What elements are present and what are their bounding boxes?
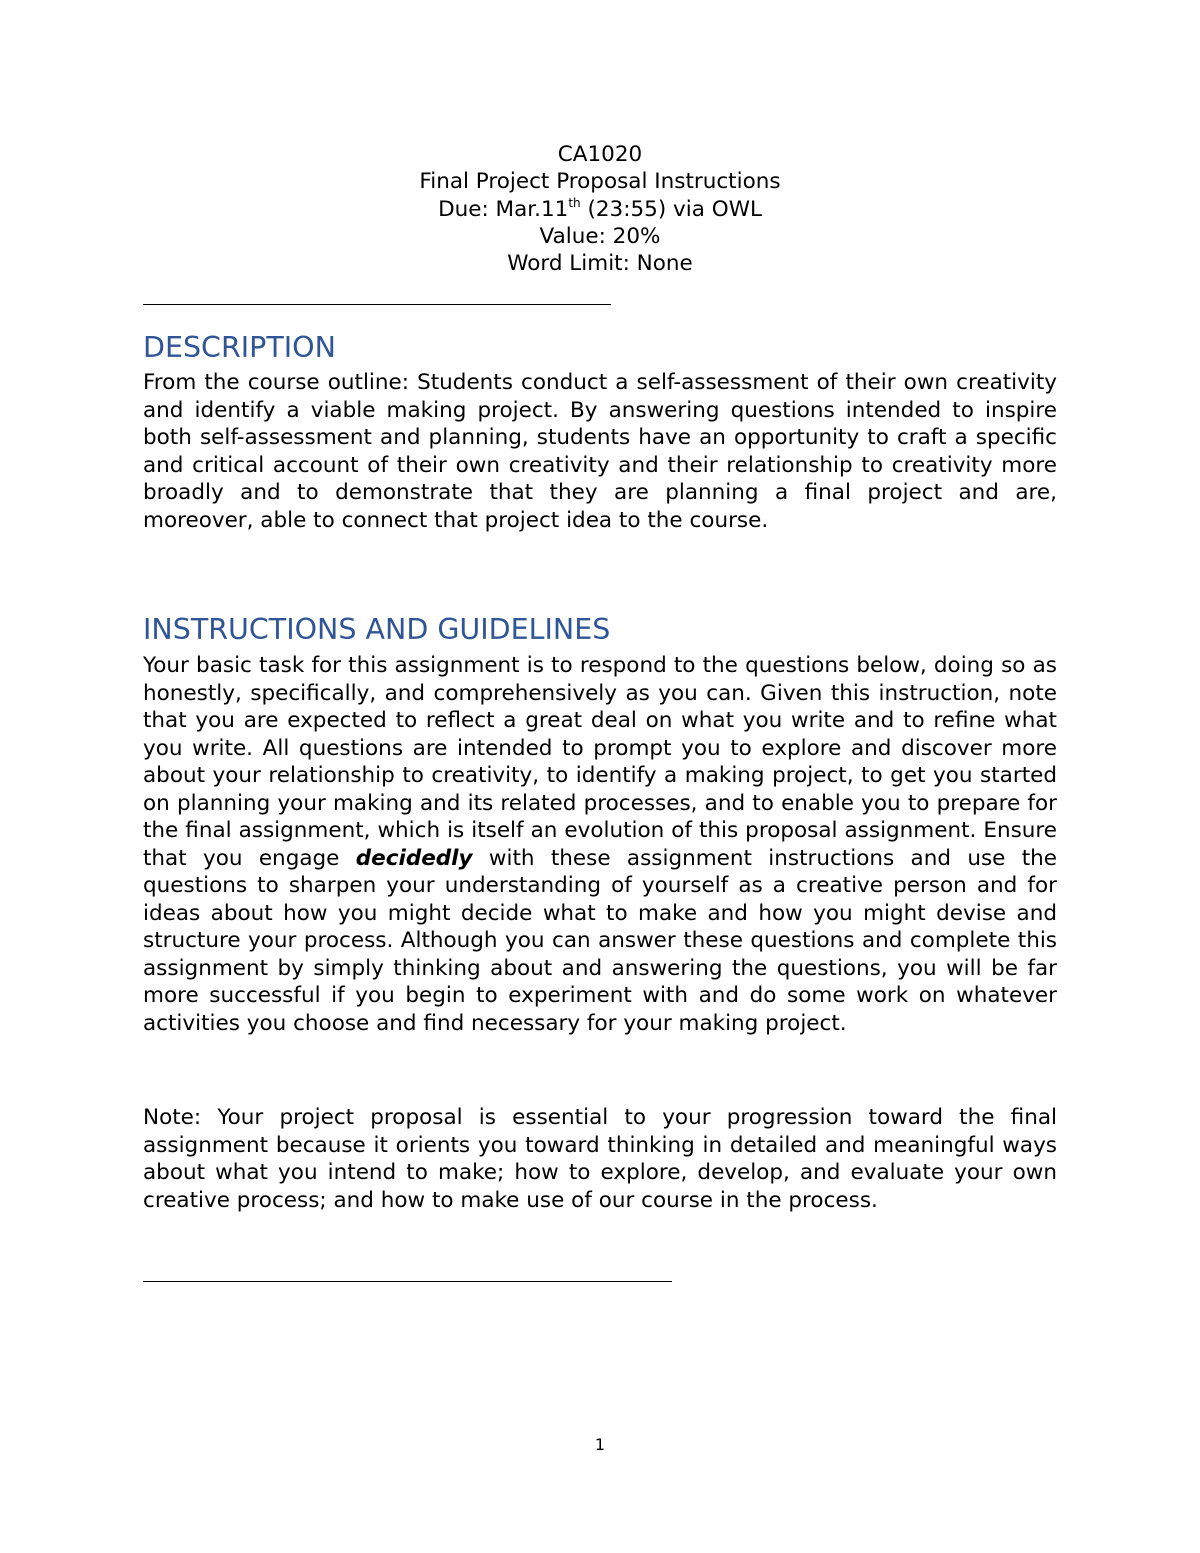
document-header [143,141,1057,277]
instructions-emphasis: decidedly [355,845,473,871]
document-title: Final Project Proposal Instructions [419,169,781,195]
note-paragraph: Note: Your project proposal is essential to your progression toward the final assignment because it orients you toward thinking in detailed and meaningful ways about what you intend to make; how to explore, develop, and evaluate your own creative process; and how to make use of our course in the process. [143,1105,1057,1213]
due-date [143,196,1057,223]
instructions-text-before: Your basic task for this assignment is to respond to the questions below, doing so as honestly, specifically, and comprehensively as you can. Given this instruction, note that you are expected to reflect a great deal on what you write and to refine what you write. All questions are intended to prompt you to explore and discover more about your relationship to creativity, to identify a making project, to get you started on planning your making and its related processes, and to enable you to prepare for the final assignment, which is itself an evolution of this proposal assignment. Ensure that you engage [143,653,1057,871]
top-divider [143,304,611,305]
due-date-prefix: Due: Mar.11 [438,196,569,222]
instructions-paragraph [143,652,1057,1037]
word-limit: Word Limit: None [507,251,693,277]
bottom-divider [143,1281,672,1282]
instructions-text-after: with these assignment instructions and use the questions to sharpen your understanding of yourself as a creative person and for ideas about how you might decide what to make and how you might devise and structure your process. Although you can answer these questions and complete this assignment by simply thinking about and answering the questions, you will be far more successful if you begin to experiment with and do some work on whatever activities you choose and find necessary for your making project. [143,845,1057,1036]
description-paragraph: From the course outline: Students conduct a self-assessment of their own creativity and identify a viable making project. By answering questions intended to inspire both self-assessment and planning, students have an opportunity to craft a specific and critical account of their own creativity and their relationship to creativity more broadly and to demonstrate that they are planning a final project and are, moreover, able to connect that project idea to the course. [143,370,1057,533]
instructions-heading: INSTRUCTIONS AND GUIDELINES [143,613,611,646]
course-code: CA1020 [557,142,643,167]
page-number: 1 [594,1435,606,1454]
description-heading: DESCRIPTION [143,331,336,364]
due-date-superscript: th [568,195,581,210]
assignment-value: Value: 20% [539,223,661,249]
due-date-suffix: (23:55) via OWL [580,196,762,222]
